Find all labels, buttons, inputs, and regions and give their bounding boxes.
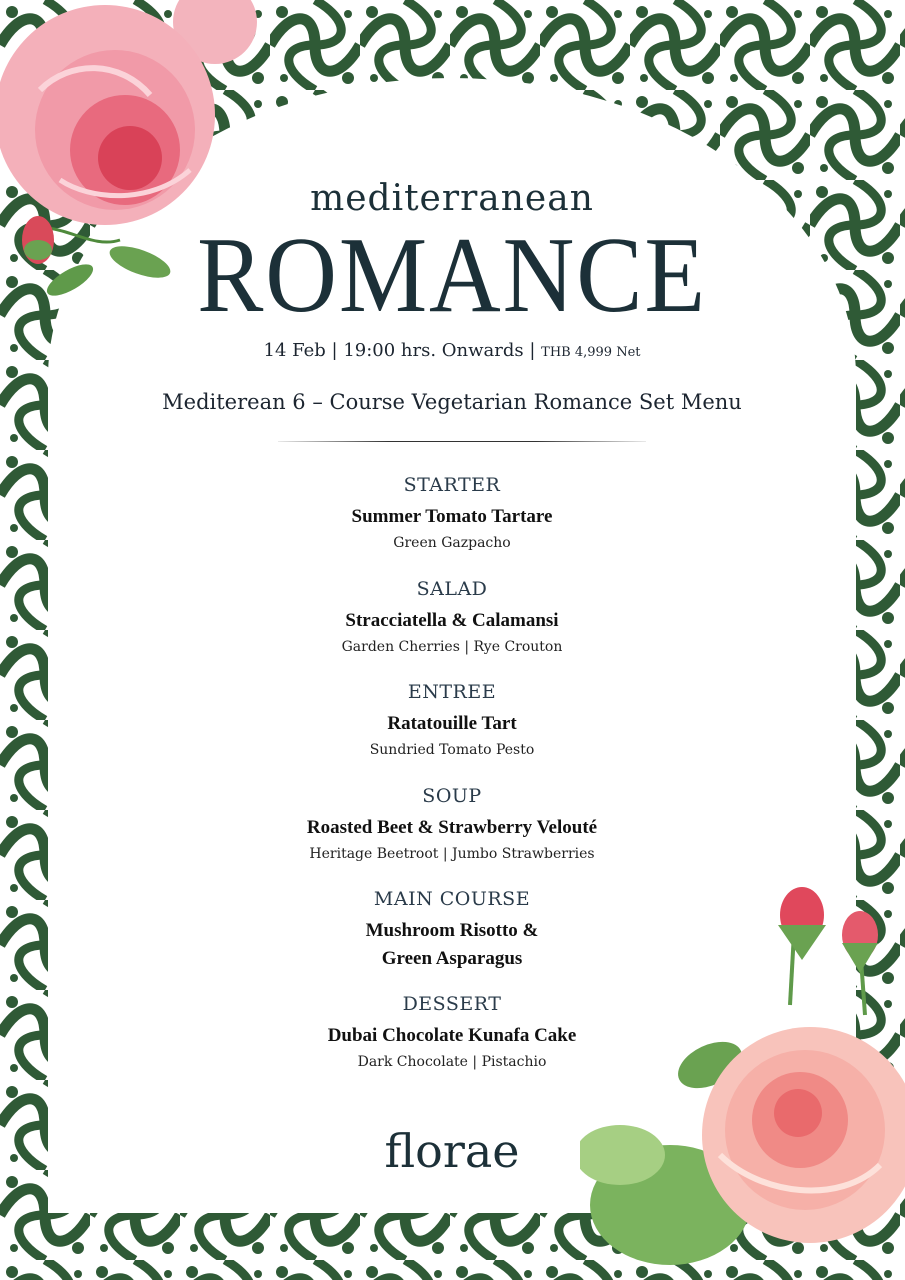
course-category: SOUP	[422, 785, 482, 807]
course-category: SALAD	[416, 578, 488, 600]
title-eyebrow: mediterranean	[310, 178, 594, 219]
dish-detail: Heritage Beetroot | Jumbo Strawberries	[309, 846, 595, 862]
dish-name: Summer Tomato Tartare	[351, 506, 553, 527]
brand-logo: florae	[384, 1124, 520, 1178]
menu-section-dessert	[48, 992, 856, 1072]
event-date-time: 14 Feb | 19:00 hrs. Onwards |	[263, 340, 542, 361]
event-price: THB 4,999 Net	[541, 345, 641, 360]
dish-name: Mushroom Risotto & Green Asparagus	[365, 920, 539, 969]
course-category: ENTREE	[407, 681, 497, 703]
dish-detail: Sundried Tomato Pesto	[369, 742, 535, 758]
menu-subtitle: Mediterean 6 – Course Vegetarian Romance Set Menu	[162, 390, 742, 414]
menu-section-starter	[48, 473, 856, 553]
dish-detail: Dark Chocolate | Pistachio	[357, 1054, 547, 1070]
menu-section-soup	[48, 784, 856, 864]
menu-section-salad	[48, 577, 856, 657]
course-category: MAIN COURSE	[373, 888, 531, 910]
menu-content	[48, 0, 856, 1280]
menu-section-main-course	[48, 887, 856, 973]
page-title: ROMANCE	[197, 216, 707, 335]
dish-name: Dubai Chocolate Kunafa Cake	[327, 1025, 577, 1046]
course-category: DESSERT	[402, 993, 502, 1015]
dish-detail: Green Gazpacho	[393, 535, 511, 551]
divider	[278, 441, 646, 442]
menu-section-entree	[48, 680, 856, 760]
dish-name: Roasted Beet & Strawberry Velouté	[306, 817, 598, 838]
dish-detail: Garden Cherries | Rye Crouton	[341, 639, 563, 655]
dish-name: Stracciatella & Calamansi	[345, 610, 559, 631]
dish-name: Ratatouille Tart	[387, 713, 517, 734]
course-category: STARTER	[403, 474, 501, 496]
event-meta	[48, 340, 856, 361]
